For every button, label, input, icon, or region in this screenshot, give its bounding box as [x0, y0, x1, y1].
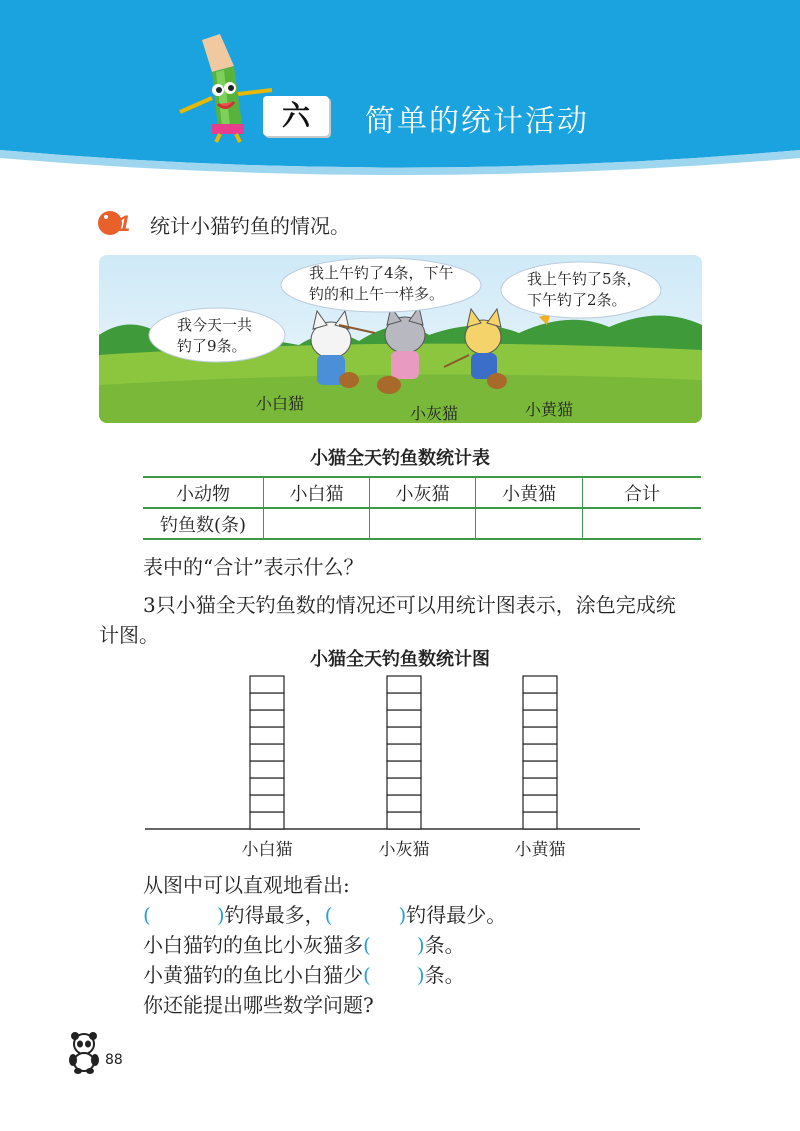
table-header-cell: 小白猫: [264, 477, 370, 508]
table-header-row: [143, 477, 701, 508]
panda-icon: [64, 1030, 104, 1074]
question-text-part: 小白猫钓的鱼比小灰猫多: [143, 933, 363, 957]
chart-cell[interactable]: [523, 778, 557, 795]
chart-cell[interactable]: [387, 812, 421, 829]
question-white-vs-gray: [143, 930, 465, 960]
chart-cell[interactable]: [523, 727, 557, 744]
bubble-line: 钓了9条。: [177, 337, 247, 355]
speech-bubble-yellow-cat: [527, 269, 642, 311]
chapter-header: [0, 0, 800, 175]
blank-close: ): [416, 963, 425, 987]
cat-label-white: 小白猫: [256, 394, 305, 413]
question-more: 你还能提出哪些数学问题?: [143, 993, 374, 1017]
chart-cell[interactable]: [523, 795, 557, 812]
chart-cell[interactable]: [387, 676, 421, 693]
question-total-text: 表中的“合计”表示什么？: [143, 555, 364, 579]
bubble-line: 下午钓了2条。: [527, 291, 627, 309]
chart-cell[interactable]: [523, 676, 557, 693]
chart-cell[interactable]: [250, 778, 284, 795]
chart-cell[interactable]: [250, 676, 284, 693]
chart-cell[interactable]: [250, 710, 284, 727]
chart-cell[interactable]: [387, 710, 421, 727]
blank-close: ): [398, 903, 407, 927]
chart-cell[interactable]: [523, 744, 557, 761]
chart-column[interactable]: [387, 676, 421, 829]
chart-cell[interactable]: [387, 693, 421, 710]
blank-close: ): [216, 903, 225, 927]
question-badge-number: 1: [118, 211, 131, 236]
chapter-title: 简单的统计活动: [365, 104, 589, 139]
table-header-cell: 合计: [583, 477, 702, 508]
header-banner: [0, 0, 800, 175]
chart-cell[interactable]: [387, 778, 421, 795]
bubble-line: 我上午钓了5条，: [527, 270, 642, 288]
cat-label-gray: 小灰猫: [410, 404, 459, 423]
question-badge-icon: [96, 205, 136, 241]
table-header-cell: 小灰猫: [370, 477, 476, 508]
chart-cell[interactable]: [387, 727, 421, 744]
table-cell-blank[interactable]: [264, 508, 370, 539]
chart-category-label: 小白猫: [241, 840, 293, 860]
question-most-least: [143, 900, 506, 930]
speech-bubble-white-cat: [177, 315, 252, 357]
chart-column[interactable]: [523, 676, 557, 829]
question-text-part: 条。: [424, 963, 465, 987]
chart-category-label: 小灰猫: [378, 840, 430, 860]
instruction-line2: 计图。: [99, 623, 159, 647]
table-title: 小猫全天钓鱼数统计表: [310, 448, 490, 469]
bar-chart: [0, 670, 800, 870]
table-cell-blank[interactable]: [476, 508, 583, 539]
cat-label-yellow: 小黄猫: [525, 400, 574, 419]
table-header-cell: 小动物: [143, 477, 264, 508]
blank-open: (: [363, 963, 371, 987]
table-row-label: 钓鱼数(条): [143, 508, 264, 539]
page-number: 88: [105, 1052, 123, 1068]
observation-intro: 从图中可以直观地看出:: [143, 873, 350, 897]
blank-open: (: [363, 933, 371, 957]
table-row: [143, 508, 701, 539]
bubble-line: 我上午钓了4条，下午: [309, 264, 454, 282]
chart-cell[interactable]: [250, 795, 284, 812]
chart-cell[interactable]: [523, 761, 557, 778]
chart-title: 小猫全天钓鱼数统计图: [310, 649, 490, 670]
blank-open: (: [324, 903, 333, 927]
chart-category-label: 小黄猫: [514, 840, 566, 860]
question-yellow-vs-white: [143, 960, 465, 990]
blank-open: (: [143, 903, 151, 927]
bubble-line: 钓的和上午一样多。: [309, 285, 445, 303]
chart-cell[interactable]: [523, 710, 557, 727]
chart-cell[interactable]: [250, 812, 284, 829]
question-text-part: 钓得最少。: [406, 903, 507, 927]
bubble-line: 我今天一共: [177, 316, 253, 334]
chart-cell[interactable]: [250, 744, 284, 761]
table-cell-blank[interactable]: [583, 508, 702, 539]
question-text-part: 小黄猫钓的鱼比小白猫少: [143, 963, 363, 987]
table-cell-blank[interactable]: [370, 508, 476, 539]
question-text: 统计小猫钓鱼的情况。: [150, 214, 350, 238]
question-text-part: 条。: [424, 933, 465, 957]
chapter-number-box: 六: [263, 96, 329, 136]
chart-cell[interactable]: [387, 761, 421, 778]
blank-close: ): [416, 933, 425, 957]
instruction-line1: 3只小猫全天钓鱼数的情况还可以用统计图表示，涂色完成统: [143, 593, 676, 617]
chart-cell[interactable]: [250, 693, 284, 710]
speech-bubble-gray-cat: [309, 263, 454, 305]
chart-cell[interactable]: [387, 795, 421, 812]
table-header-cell: 小黄猫: [476, 477, 583, 508]
chart-cell[interactable]: [250, 761, 284, 778]
question-text-part: 钓得最多，: [224, 903, 325, 927]
fishing-scene-illustration: [99, 255, 702, 423]
chart-cell[interactable]: [250, 727, 284, 744]
chart-cell[interactable]: [387, 744, 421, 761]
statistics-table: [143, 476, 701, 540]
chart-cell[interactable]: [523, 693, 557, 710]
chart-cell[interactable]: [523, 812, 557, 829]
chart-column[interactable]: [250, 676, 284, 829]
